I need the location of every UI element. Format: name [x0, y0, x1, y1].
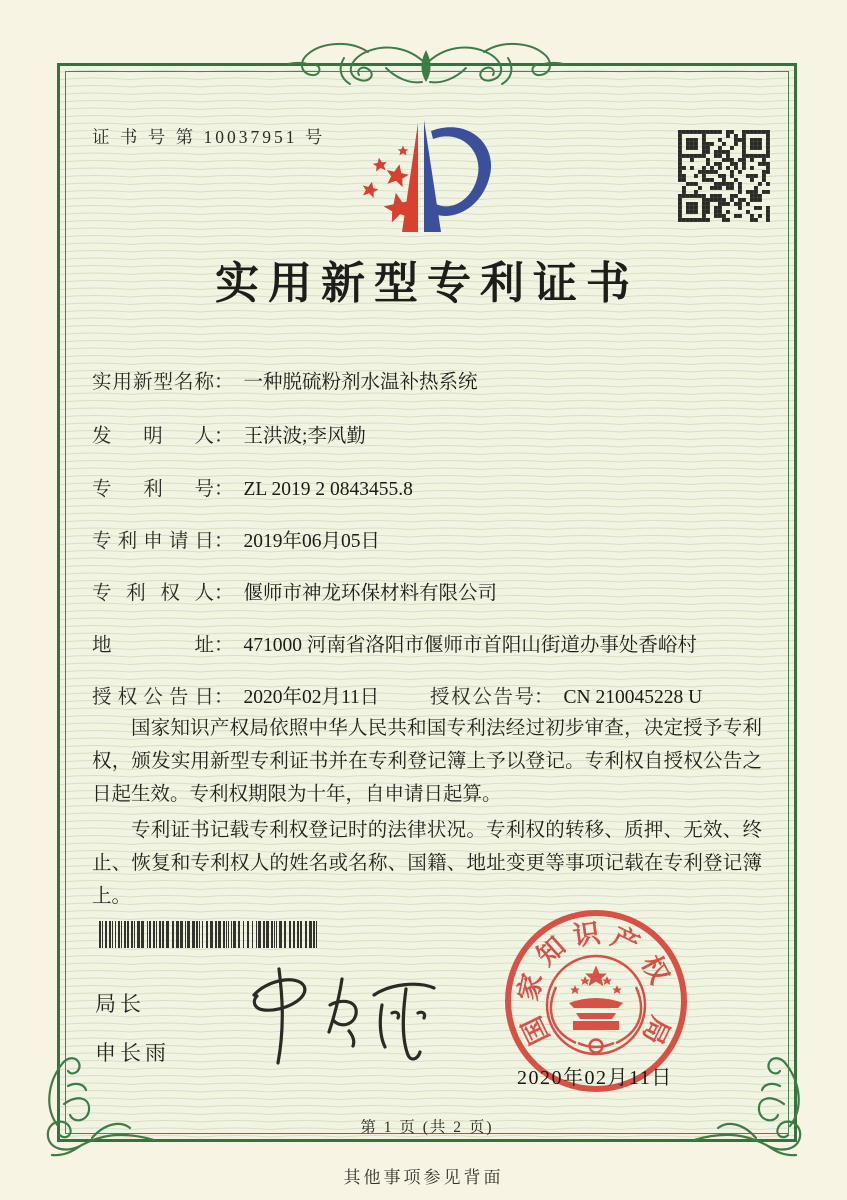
field-colon: ：	[214, 531, 234, 552]
certificate-number: 证 书 号 第 10037951 号	[92, 127, 326, 147]
legal-paragraph: 专利证书记载专利权登记时的法律状况。专利权的转移、质押、无效、终止、恢复和专利权人的姓名或名称、国籍、地址变更等事项记载在专利登记簿上。	[92, 820, 762, 907]
field-row-filing-date	[92, 525, 782, 553]
grant-number-pair	[430, 681, 702, 709]
svg-text:产: 产	[606, 921, 645, 961]
legal-text	[92, 712, 762, 916]
corner-flourish-icon	[34, 1042, 156, 1164]
cnipa-logo-icon	[347, 115, 499, 237]
field-colon: ：	[214, 426, 234, 447]
field-label: 专利申请日	[92, 531, 214, 552]
field-colon: ：	[214, 372, 234, 393]
field-value: 2020年02月11日	[243, 687, 380, 708]
field-value: 471000 河南省洛阳市偃师市首阳山街道办事处香峪村	[243, 635, 697, 656]
svg-text:知: 知	[531, 931, 572, 972]
certificate-title: 实用新型专利证书	[215, 259, 639, 308]
field-row-name	[92, 366, 782, 394]
svg-text:识: 识	[571, 917, 603, 952]
field-label: 专利权人	[92, 583, 214, 604]
field-colon: ：	[214, 583, 234, 604]
field-row-inventor	[92, 420, 782, 448]
field-label: 实用新型名称	[92, 372, 214, 393]
signature	[222, 959, 442, 1071]
field-label: 发明人	[92, 426, 214, 447]
field-value: 一种脱硫粉剂水温补热系统	[243, 372, 478, 393]
field-label: 授权公告日	[92, 687, 214, 708]
signer-title: 局长	[95, 992, 145, 1016]
top-ornament-icon	[288, 34, 564, 96]
field-label: 地址	[92, 635, 214, 656]
corner-flourish-icon	[692, 1042, 814, 1164]
field-value: 2019年06月05日	[243, 531, 381, 552]
back-side-note: 其他事项参见背面	[343, 1168, 504, 1187]
field-label: 授权公告号	[430, 687, 534, 708]
field-value: 偃师市神龙环保材料有限公司	[243, 583, 498, 604]
barcode	[99, 921, 323, 948]
page-number-note: 第 1 页 (共 2 页)	[360, 1119, 494, 1136]
svg-text:权: 权	[635, 950, 675, 989]
svg-text:局: 局	[636, 1011, 676, 1050]
svg-text:家: 家	[512, 970, 548, 1004]
field-value: 王洪波;李风勤	[243, 426, 366, 447]
svg-text:国: 国	[516, 1011, 556, 1050]
signer-name: 申长雨	[95, 1041, 170, 1065]
field-row-patent-number	[92, 473, 782, 501]
qr-code	[674, 126, 774, 226]
field-row-patentee	[92, 577, 782, 605]
field-value: ZL 2019 2 0843455.8	[243, 479, 413, 500]
field-colon: ：	[214, 687, 234, 708]
field-colon: ：	[214, 635, 234, 656]
seal-date: 2020年02月11日	[517, 1067, 673, 1089]
field-row-grant	[92, 681, 782, 709]
field-row-address	[92, 629, 782, 657]
field-label: 专利号	[92, 479, 214, 500]
field-colon: ：	[534, 687, 554, 708]
field-colon: ：	[214, 479, 234, 500]
field-value: CN 210045228 U	[563, 687, 703, 708]
legal-paragraph: 国家知识产权局依照中华人民共和国专利法经过初步审查，决定授予专利权，颁发实用新型专利证书并在专利登记簿上予以登记。专利权自授权公告之日起生效。专利权期限为十年，自申请日起算。	[92, 718, 762, 805]
